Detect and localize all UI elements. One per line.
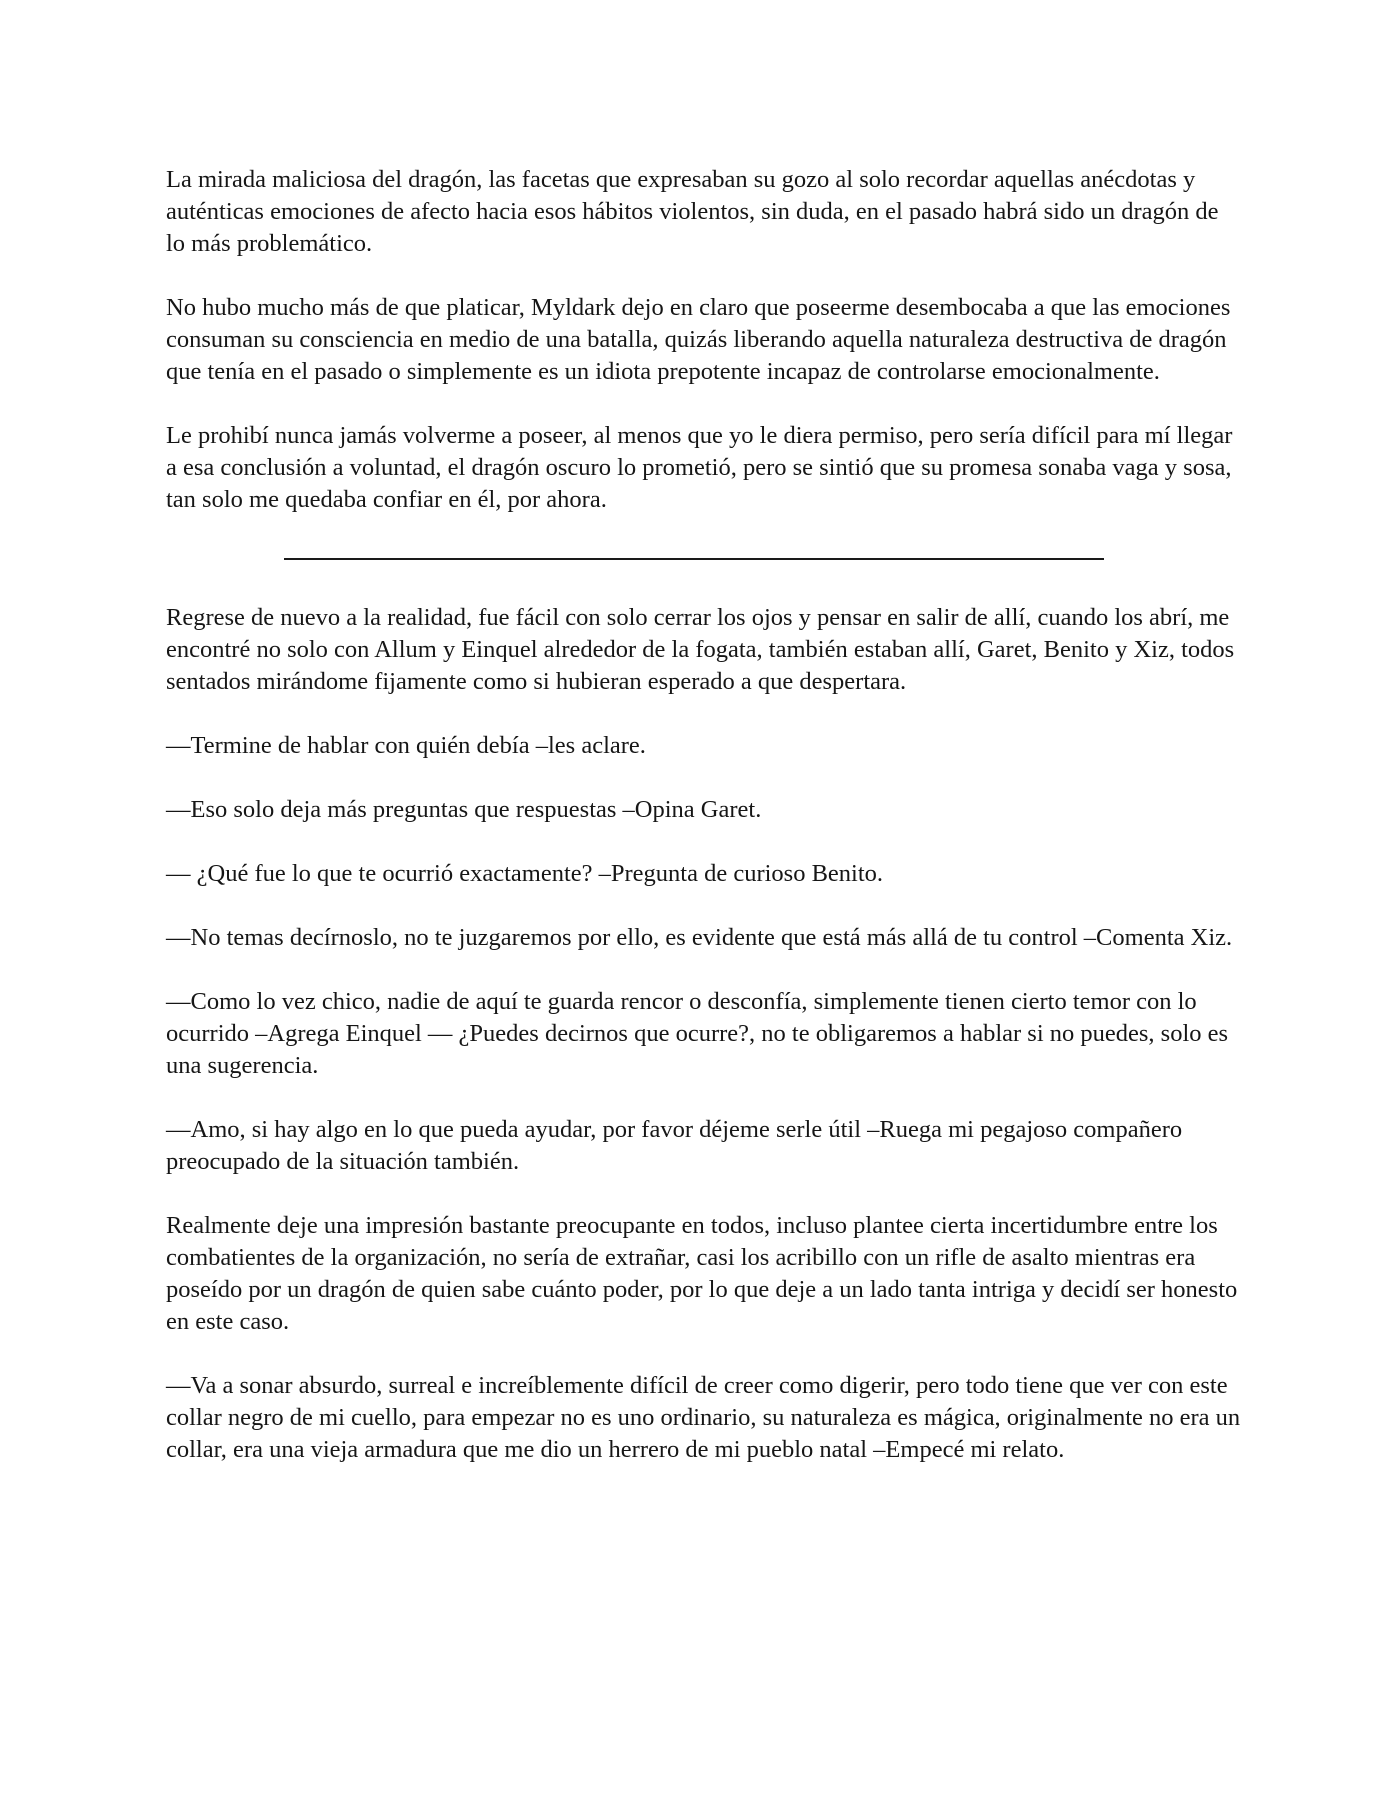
dialogue-line: —Va a sonar absurdo, surreal e increíblemente difícil de creer como digerir, pero todo tiene que ver con este collar negro de mi cuello, para empezar no es uno ordinario, su naturaleza es mágica, originalmente no era un collar, era una vieja armadura que me dio un herrero de mi pueblo natal –Empecé mi relato.	[166, 1372, 1241, 1463]
dialogue-line: —No temas decírnoslo, no te juzgaremos por ello, es evidente que está más allá de tu control –Comenta Xiz.	[166, 924, 1233, 951]
paragraph: Realmente deje una impresión bastante preocupante en todos, incluso plantee cierta incertidumbre entre los combatientes de la organización, no sería de extrañar, casi los acribillo con un rifle de asalto mientras era poseído por un dragón de quien sabe cuánto poder, por lo que deje a un lado tanta intriga y decidí ser honesto en este caso.	[166, 1212, 1238, 1335]
paragraph: No hubo mucho más de que platicar, Myldark dejo en claro que poseerme desembocaba a que las emociones consuman su consciencia en medio de una batalla, quizás liberando aquella naturaleza destructiva de dragón que tenía en el pasado o simplemente es un idiota prepotente incapaz de controlarse emocionalmente.	[166, 294, 1231, 385]
document-body	[166, 164, 1242, 1498]
dialogue-line: —Como lo vez chico, nadie de aquí te guarda rencor o desconfía, simplemente tienen cierto temor con lo ocurrido –Agrega Einquel — ¿Puedes decirnos que ocurre?, no te obligaremos a hablar si no puedes, solo es una sugerencia.	[166, 988, 1229, 1079]
dialogue-line: —Termine de hablar con quién debía –les aclare.	[166, 732, 646, 759]
paragraph: Regrese de nuevo a la realidad, fue fácil con solo cerrar los ojos y pensar en salir de allí, cuando los abrí, me encontré no solo con Allum y Einquel alrededor de la fogata, también estaban allí, Garet, Benito y Xiz, todos sentados mirándome fijamente como si hubieran esperado a que despertara.	[166, 604, 1235, 695]
dialogue-line: — ¿Qué fue lo que te ocurrió exactamente? –Pregunta de curioso Benito.	[166, 860, 884, 887]
paragraph: Le prohibí nunca jamás volverme a poseer, al menos que yo le diera permiso, pero sería difícil para mí llegar a esa conclusión a voluntad, el dragón oscuro lo prometió, pero se sintió que su promesa sonaba vaga y sosa, tan solo me quedaba confiar en él, por ahora.	[166, 422, 1233, 513]
paragraph: La mirada maliciosa del dragón, las facetas que expresaban su gozo al solo recordar aquellas anécdotas y auténticas emociones de afecto hacia esos hábitos violentos, sin duda, en el pasado habrá sido un dragón de lo más problemático.	[166, 166, 1219, 257]
section-divider	[284, 558, 1104, 560]
dialogue-line: —Amo, si hay algo en lo que pueda ayudar, por favor déjeme serle útil –Ruega mi pegajoso compañero preocupado de la situación también.	[166, 1116, 1183, 1175]
dialogue-line: —Eso solo deja más preguntas que respuestas –Opina Garet.	[166, 796, 762, 823]
